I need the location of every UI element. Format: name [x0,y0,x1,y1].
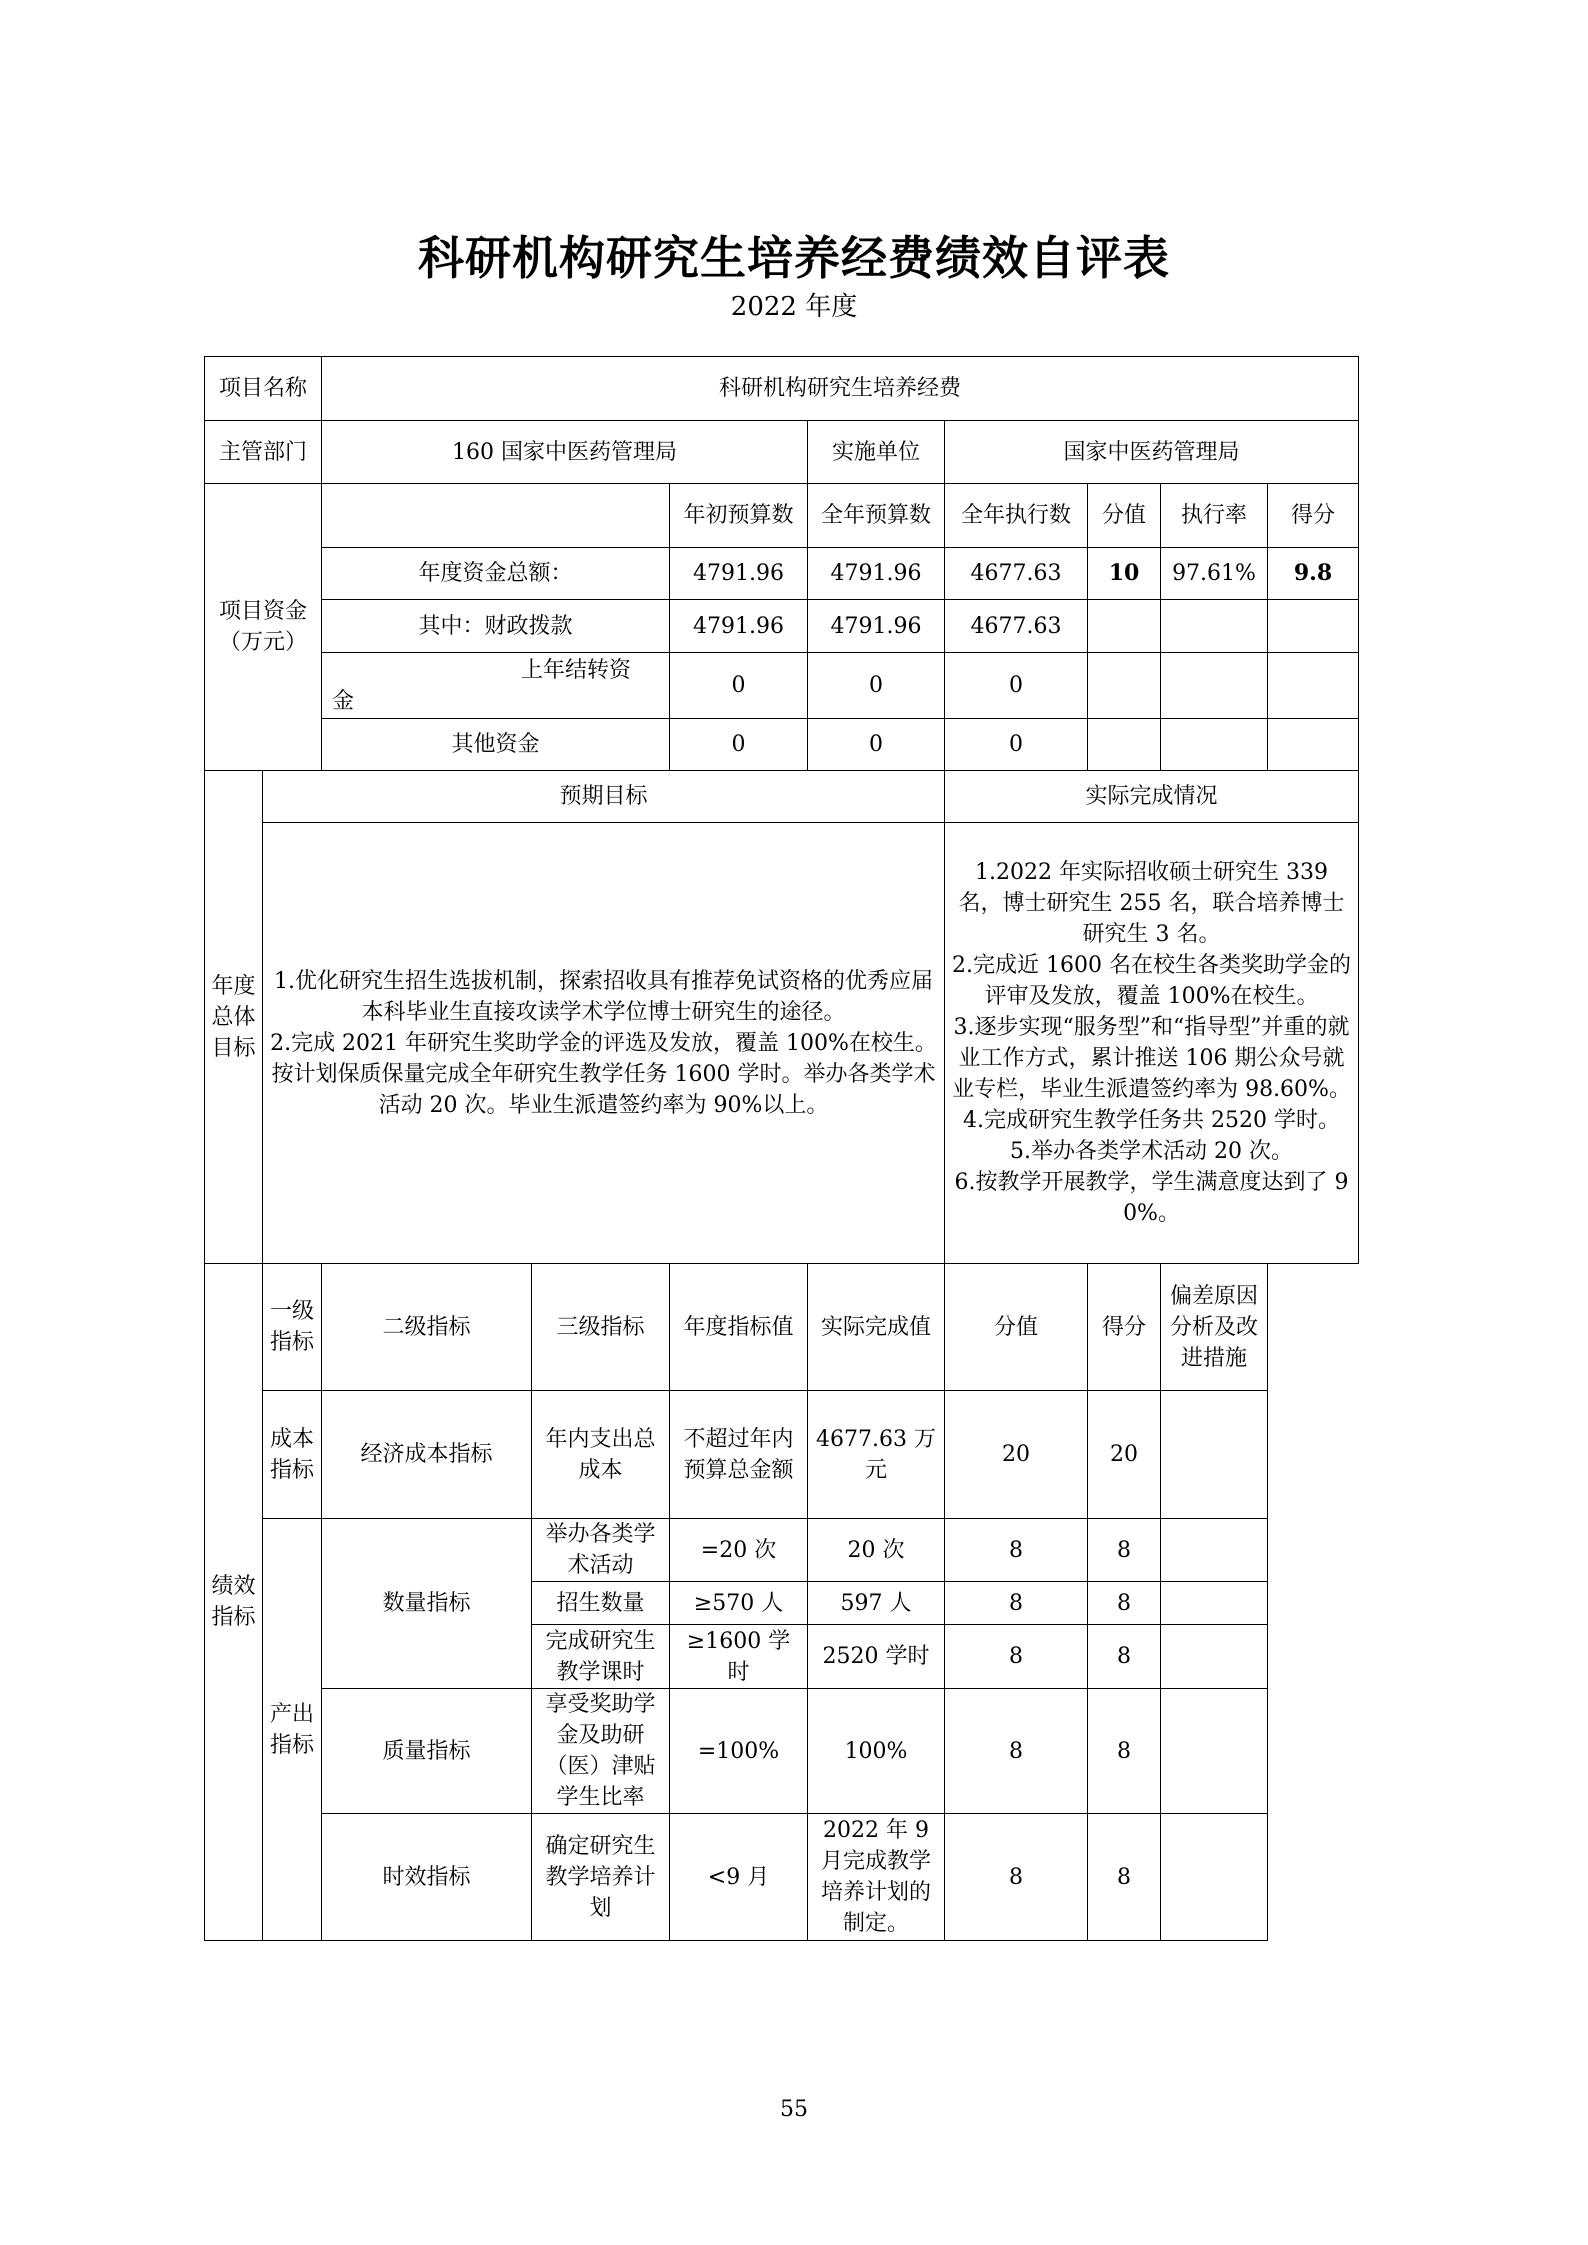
cost-score-value: 20 [945,1391,1088,1519]
quantity-row-1-score-value: 8 [945,1519,1088,1582]
quantity-row-3-score: 8 [1088,1625,1161,1689]
quality-target: =100% [670,1689,808,1814]
impl-value: 国家中医药管理局 [945,421,1359,484]
empty-cell [1268,600,1359,653]
funds-row-other-initial: 0 [670,719,808,771]
funds-row-fiscal-label: 其中：财政拨款 [322,600,670,653]
empty-cell [1088,653,1161,719]
funds-row-total-rate: 97.61% [1161,548,1268,600]
goals-expected-text: 1.优化研究生招生选拔机制，探索招收具有推荐免试资格的优秀应届本科毕业生直接攻读学术学位博士研究生的途径。 2.完成 2021 年研究生奖助学金的评选及发放，覆盖 100%在校生。按计划保质保量完成全年研究生教学任务 1600 学时。举办各类学术活动 20 次。毕业生派遣签约率为 90%以上。 [263,823,945,1264]
quality-score: 8 [1088,1689,1161,1814]
quality-level3: 享受奖助学金及助研（医）津贴学生比率 [532,1689,670,1814]
cost-level3: 年内支出总成本 [532,1391,670,1519]
timeliness-score-value: 8 [945,1814,1088,1941]
funds-label: 项目资金（万元） [205,484,322,771]
funds-header-executed: 全年执行数 [945,484,1088,548]
project-name-label: 项目名称 [205,357,322,421]
funds-row-total-annual: 4791.96 [808,548,945,600]
empty-cell [1268,719,1359,771]
indicators-header-level3: 三级指标 [532,1264,670,1391]
funds-row-carryover-label [322,653,670,719]
empty-cell [1161,1689,1268,1814]
empty-cell [1268,653,1359,719]
funds-row-total-initial: 4791.96 [670,548,808,600]
dept-value: 160 国家中医药管理局 [322,421,808,484]
empty-cell [1161,600,1268,653]
funds-row-total-score-value: 10 [1088,548,1161,600]
funds-row-fiscal-annual: 4791.96 [808,600,945,653]
funds-header-exec-rate: 执行率 [1161,484,1268,548]
indicators-header-target: 年度指标值 [670,1264,808,1391]
empty-cell [1161,1582,1268,1625]
quantity-row-2-level3: 招生数量 [532,1582,670,1625]
page-title: 科研机构研究生培养经费绩效自评表 [418,231,1170,285]
goals-actual-header: 实际完成情况 [945,771,1359,823]
empty-cell [1161,653,1268,719]
goals-label: 年度总体目标 [205,771,263,1264]
cost-level2: 经济成本指标 [322,1391,532,1519]
funds-header-score: 得分 [1268,484,1359,548]
goals-actual-text: 1.2022 年实际招收硕士研究生 339 名，博士研究生 255 名，联合培养博士研究生 3 名。 2.完成近 1600 名在校生各类奖助学金的评审及发放，覆盖 100%在校生。 3.逐步实现“服务型”和“指导型”并重的就业工作方式，累计推送 106 期公众号就业专栏，毕业生派遣签约率为 98.60%。 4.完成研究生教学任务共 2520 学时。 5.举办各类学术活动 20 次。 6.按教学开展教学，学生满意度达到了 90%。 [945,823,1359,1264]
funds-row-carryover-executed: 0 [945,653,1088,719]
funds-row-carryover-label-a: 上年结转资 [521,657,632,683]
timeliness-target: <9 月 [670,1814,808,1941]
output-level1: 产出指标 [263,1519,322,1941]
quality-score-value: 8 [945,1689,1088,1814]
cost-level1: 成本指标 [263,1391,322,1519]
timeliness-actual: 2022 年 9 月完成教学培养计划的制定。 [808,1814,945,1941]
quantity-row-2-actual: 597 人 [808,1582,945,1625]
quantity-row-3-score-value: 8 [945,1625,1088,1689]
funds-row-carryover-label-b: 金 [332,688,355,714]
project-name-value: 科研机构研究生培养经费 [322,357,1359,421]
funds-header-annual: 全年预算数 [808,484,945,548]
cost-target: 不超过年内预算总金额 [670,1391,808,1519]
empty-cell [1161,1519,1268,1582]
funds-row-other-annual: 0 [808,719,945,771]
quantity-row-3-actual: 2520 学时 [808,1625,945,1689]
quality-level2: 质量指标 [322,1689,532,1814]
quantity-row-2-score: 8 [1088,1582,1161,1625]
timeliness-level2: 时效指标 [322,1814,532,1941]
quantity-row-1-actual: 20 次 [808,1519,945,1582]
quantity-row-3-level3: 完成研究生教学课时 [532,1625,670,1689]
page-number: 55 [780,2097,808,2122]
empty-cell [1161,1625,1268,1689]
funds-row-total-executed: 4677.63 [945,548,1088,600]
timeliness-level3: 确定研究生教学培养计划 [532,1814,670,1941]
funds-header-blank [322,484,670,548]
funds-row-fiscal-executed: 4677.63 [945,600,1088,653]
funds-row-total-score: 9.8 [1268,548,1359,600]
funds-row-fiscal-initial: 4791.96 [670,600,808,653]
empty-cell [1161,719,1268,771]
funds-row-other-executed: 0 [945,719,1088,771]
empty-cell [1088,600,1161,653]
indicators-header-actual: 实际完成值 [808,1264,945,1391]
empty-cell [1088,719,1161,771]
funds-row-carryover-initial: 0 [670,653,808,719]
indicators-header-deviation: 偏差原因分析及改进措施 [1161,1264,1268,1391]
goals-expected-header: 预期目标 [263,771,945,823]
indicators-header-score-value: 分值 [945,1264,1088,1391]
funds-header-initial: 年初预算数 [670,484,808,548]
quantity-row-2-target: ≥570 人 [670,1582,808,1625]
indicators-header-score: 得分 [1088,1264,1161,1391]
dept-label: 主管部门 [205,421,322,484]
indicators-label: 绩效指标 [205,1264,263,1941]
cost-score: 20 [1088,1391,1161,1519]
empty-cell [1161,1391,1268,1519]
performance-table [204,356,1359,1941]
quantity-row-1-target: =20 次 [670,1519,808,1582]
funds-header-score-value: 分值 [1088,484,1161,548]
indicators-header-level1: 一级指标 [263,1264,322,1391]
timeliness-score: 8 [1088,1814,1161,1941]
impl-label: 实施单位 [808,421,945,484]
page-subtitle-year: 2022 年度 [730,292,858,322]
quantity-row-2-score-value: 8 [945,1582,1088,1625]
empty-cell [1161,1814,1268,1941]
funds-row-other-label: 其他资金 [322,719,670,771]
funds-row-carryover-annual: 0 [808,653,945,719]
indicators-header-level2: 二级指标 [322,1264,532,1391]
quantity-level2: 数量指标 [322,1519,532,1689]
quantity-row-1-score: 8 [1088,1519,1161,1582]
quantity-row-1-level3: 举办各类学术活动 [532,1519,670,1582]
funds-row-total-label: 年度资金总额： [322,548,670,600]
cost-actual: 4677.63 万元 [808,1391,945,1519]
quality-actual: 100% [808,1689,945,1814]
quantity-row-3-target: ≥1600 学时 [670,1625,808,1689]
